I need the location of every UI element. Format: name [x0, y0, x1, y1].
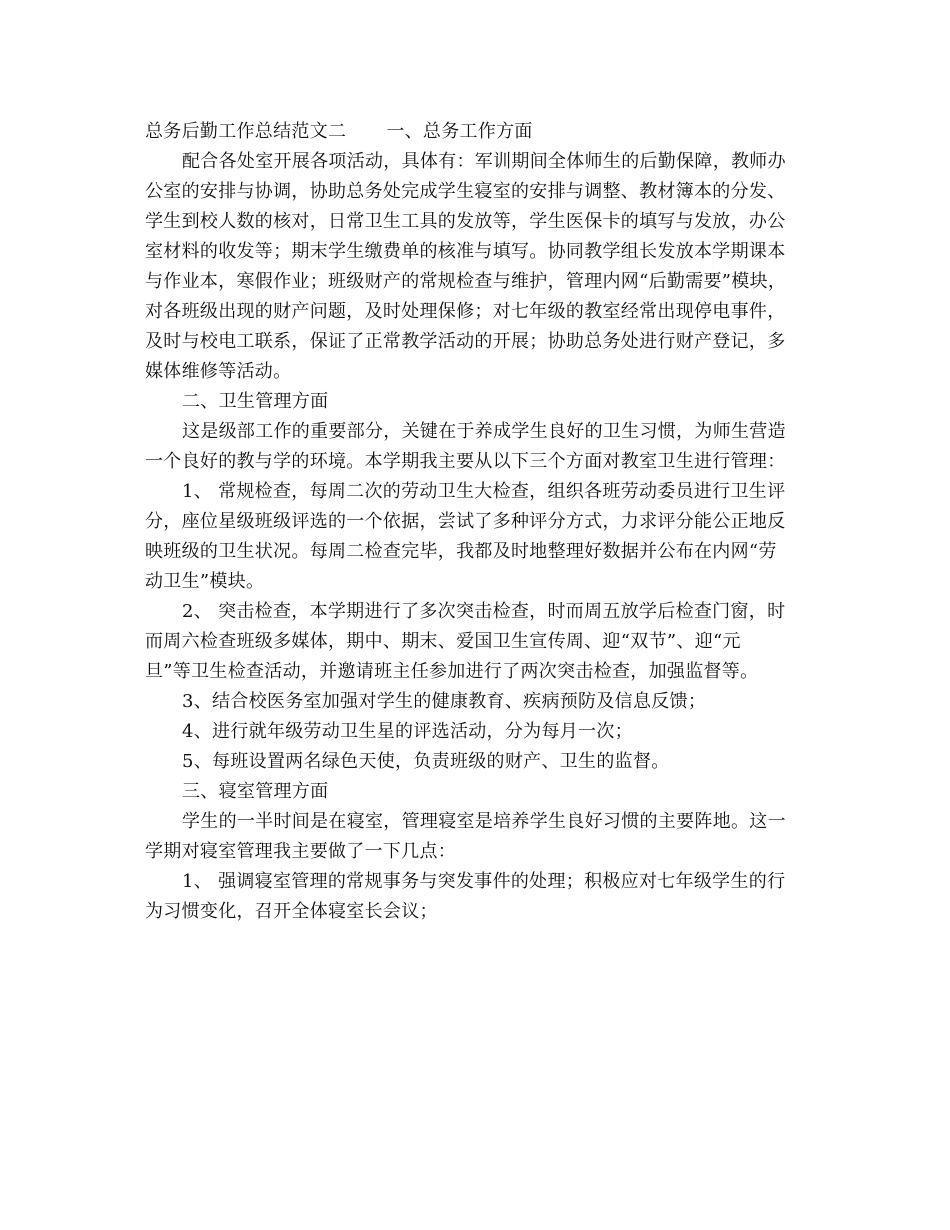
- text-line: 及时与校电工联系，保证了正常教学活动的开展；协助总务处进行财产登记，多: [145, 331, 786, 352]
- section-heading-3: 三、寝室管理方面: [182, 781, 329, 802]
- text-line: 室材料的收发等；期末学生缴费单的核准与填写。协同教学组长发放本学期课本: [145, 241, 786, 262]
- paragraph-general-affairs: [145, 147, 805, 387]
- text-line: 这是级部工作的重要部分，关键在于养成学生良好的卫生习惯，为师生营造: [182, 421, 786, 442]
- text-line: 1、 强调寝室管理的常规事务与突发事件的处理；积极应对七年级学生的行: [182, 871, 786, 892]
- text-line: 与作业本，寒假作业；班级财产的常规检查与维护，管理内网“后勤需要”模块，: [145, 271, 787, 292]
- document-title: 总务后勤工作总结范文二: [145, 121, 347, 142]
- text-line: 对各班级出现的财产问题，及时处理保修；对七年级的教室经常出现停电事件，: [145, 301, 786, 322]
- text-line: 而周六检查班级多媒体，期中、期末、爱国卫生宣传周、迎“双节”、迎“元: [145, 631, 741, 652]
- text-line: 2、 突击检查，本学期进行了多次突击检查，时而周五放学后检查门窗，时: [182, 601, 786, 622]
- text-line: 媒体维修等活动。: [145, 361, 292, 382]
- text-line: 为习惯变化，召开全体寝室长会议；: [145, 901, 438, 922]
- list-item-3: 3、结合校医务室加强对学生的健康教育、疾病预防及信息反馈；: [182, 691, 707, 712]
- text-line: 映班级的卫生状况。每周二检查完毕，我都及时地整理好数据并公布在内网“劳: [145, 541, 777, 562]
- title-line: [145, 117, 805, 147]
- paragraph-hygiene-intro: [145, 417, 805, 477]
- text-line: 学生到校人数的核对，日常卫生工具的发放等，学生医保卡的填写与发放，办公: [145, 211, 786, 232]
- text-line: 配合各处室开展各项活动，具体有：军训期间全体师生的后勤保障，教师办: [182, 151, 786, 172]
- section-heading-1: 一、总务工作方面: [386, 121, 533, 142]
- text-line: 分，座位星级班级评选的一个依据，尝试了多种评分方式，力求评分能公正地反: [145, 511, 786, 532]
- section-heading-2: 二、卫生管理方面: [182, 391, 329, 412]
- paragraph-surprise-inspection: [145, 597, 805, 687]
- text-line: 学期对寝室管理我主要做了一下几点：: [145, 841, 457, 862]
- text-line: 动卫生”模块。: [145, 571, 265, 592]
- text-line: 公室的安排与协调，协助总务处完成学生寝室的安排与调整、教材簿本的分发、: [145, 181, 786, 202]
- list-item-4: 4、进行就年级劳动卫生星的评选活动，分为每月一次；: [182, 721, 633, 742]
- text-line: 1、 常规检查，每周二次的劳动卫生大检查，组织各班劳动委员进行卫生评: [182, 481, 786, 502]
- text-line: 一个良好的教与学的环境。本学期我主要从以下三个方面对教室卫生进行管理：: [145, 451, 786, 472]
- paragraph-dorm-intro: [145, 807, 805, 867]
- text-line: 旦”等卫生检查活动，并邀请班主任参加进行了两次突击检查，加强监督等。: [145, 661, 759, 682]
- paragraph-routine-inspection: [145, 477, 805, 597]
- document-body: [145, 117, 805, 927]
- list-item-5: 5、每班设置两名绿色天使，负责班级的财产、卫生的监督。: [182, 751, 670, 772]
- text-line: 学生的一半时间是在寝室，管理寝室是培养学生良好习惯的主要阵地。这一: [182, 811, 786, 832]
- paragraph-dorm-item-1: [145, 867, 805, 927]
